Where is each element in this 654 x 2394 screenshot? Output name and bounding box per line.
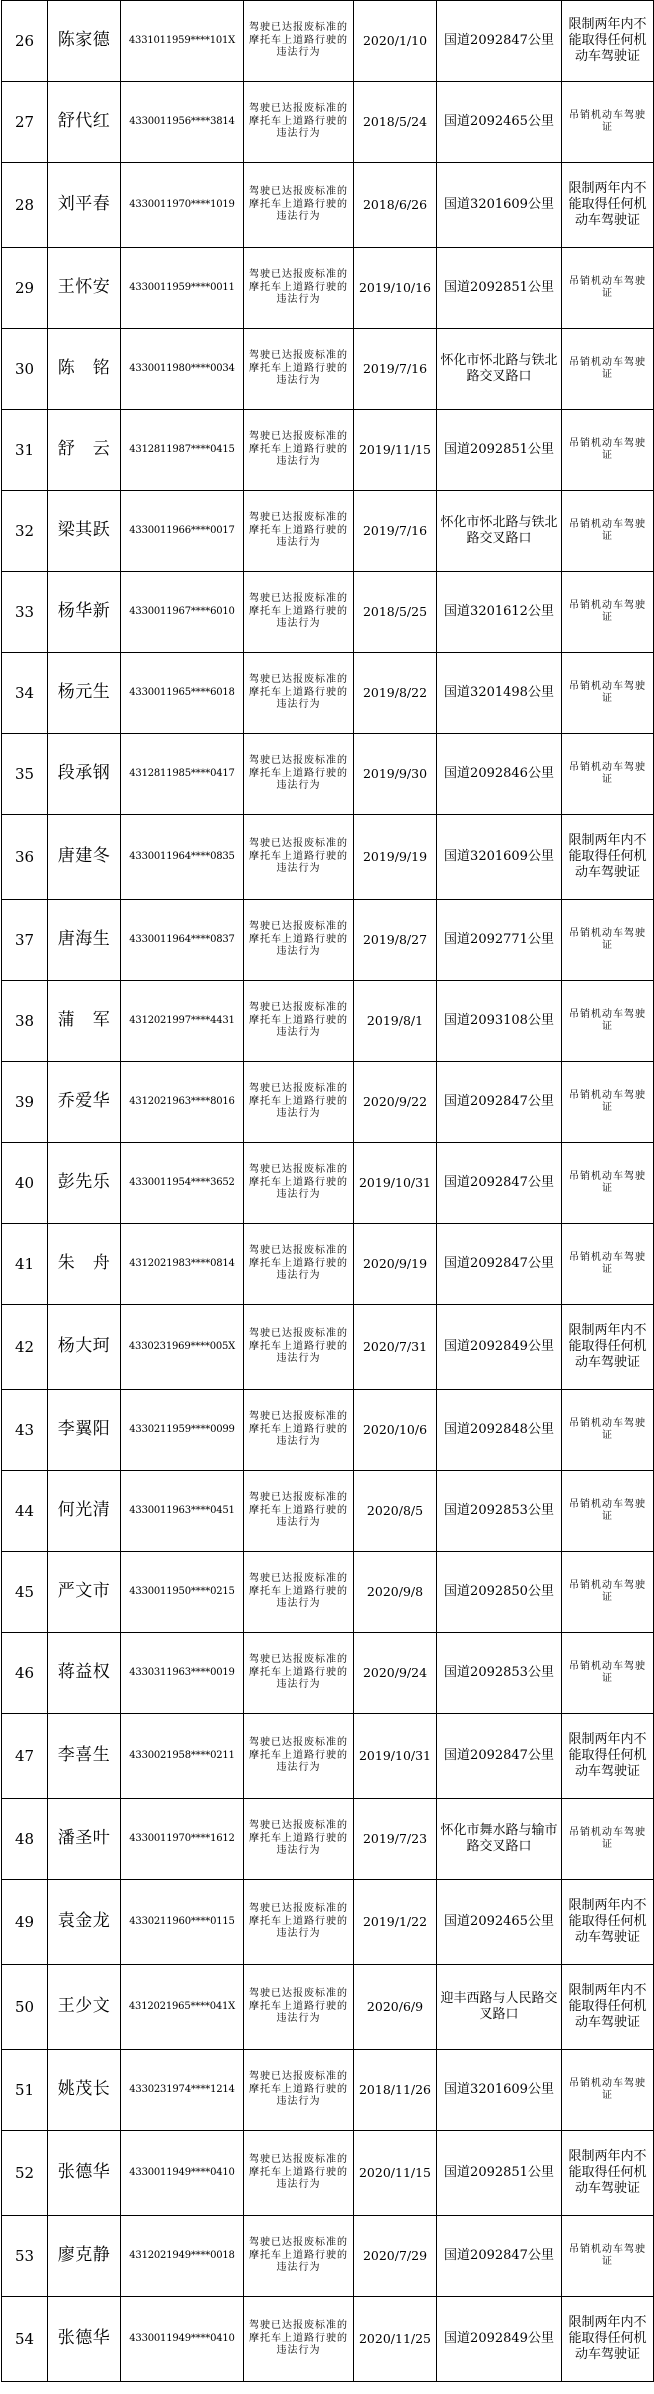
person-name: 李喜生	[48, 1714, 121, 1799]
id-number: 4330011949****0410	[121, 2297, 244, 2382]
row-number: 52	[2, 2131, 48, 2216]
table-row	[2, 2131, 654, 2216]
table-row	[2, 248, 654, 329]
records-body	[2, 1, 654, 2382]
person-name: 姚茂长	[48, 2050, 121, 2131]
row-number: 48	[2, 1799, 48, 1880]
penalty-text: 限制两年内不能取得任何机动车驾驶证	[562, 815, 654, 900]
violation-location: 国道2092853公里	[437, 1471, 562, 1552]
violation-date: 2020/7/29	[354, 2216, 437, 2297]
id-number: 4330011956****3814	[121, 82, 244, 163]
penalty-text: 限制两年内不能取得任何机动车驾驶证	[562, 163, 654, 248]
table-row	[2, 82, 654, 163]
violation-date: 2020/9/24	[354, 1633, 437, 1714]
row-number: 28	[2, 163, 48, 248]
person-name: 刘平春	[48, 163, 121, 248]
violation-text: 驾驶已达报废标准的摩托车上道路行驶的违法行为	[244, 1143, 354, 1224]
violation-date: 2018/11/26	[354, 2050, 437, 2131]
person-name: 舒代红	[48, 82, 121, 163]
violation-location: 迎丰西路与人民路交叉路口	[437, 1965, 562, 2050]
violation-date: 2020/10/6	[354, 1390, 437, 1471]
violation-text: 驾驶已达报废标准的摩托车上道路行驶的违法行为	[244, 1965, 354, 2050]
table-row	[2, 1471, 654, 1552]
table-row	[2, 2050, 654, 2131]
id-number: 4330011980****0034	[121, 329, 244, 410]
row-number: 39	[2, 1062, 48, 1143]
person-name: 李翼阳	[48, 1390, 121, 1471]
table-row	[2, 1, 654, 82]
person-name: 张德华	[48, 2297, 121, 2382]
id-number: 4312021963****8016	[121, 1062, 244, 1143]
row-number: 42	[2, 1305, 48, 1390]
violation-location: 国道2092465公里	[437, 1880, 562, 1965]
penalty-text: 吊销机动车驾驶证	[562, 1552, 654, 1633]
penalty-text: 吊销机动车驾驶证	[562, 1390, 654, 1471]
person-name: 陈 铭	[48, 329, 121, 410]
violation-date: 2019/8/1	[354, 981, 437, 1062]
violation-location: 国道2092847公里	[437, 1224, 562, 1305]
violation-text: 驾驶已达报废标准的摩托车上道路行驶的违法行为	[244, 2297, 354, 2382]
id-number: 4330011970****1612	[121, 1799, 244, 1880]
id-number: 4330011949****0410	[121, 2131, 244, 2216]
violation-text: 驾驶已达报废标准的摩托车上道路行驶的违法行为	[244, 1552, 354, 1633]
person-name: 潘圣叶	[48, 1799, 121, 1880]
violation-location: 国道3201612公里	[437, 572, 562, 653]
row-number: 47	[2, 1714, 48, 1799]
penalty-text: 吊销机动车驾驶证	[562, 734, 654, 815]
violation-location: 国道2092849公里	[437, 2297, 562, 2382]
penalty-text: 限制两年内不能取得任何机动车驾驶证	[562, 2297, 654, 2382]
id-number: 4330011965****6018	[121, 653, 244, 734]
violation-text: 驾驶已达报废标准的摩托车上道路行驶的违法行为	[244, 2050, 354, 2131]
penalty-text: 吊销机动车驾驶证	[562, 1062, 654, 1143]
row-number: 51	[2, 2050, 48, 2131]
violation-location: 国道3201498公里	[437, 653, 562, 734]
row-number: 29	[2, 248, 48, 329]
violation-text: 驾驶已达报废标准的摩托车上道路行驶的违法行为	[244, 900, 354, 981]
violation-date: 2019/9/30	[354, 734, 437, 815]
row-number: 34	[2, 653, 48, 734]
person-name: 段承钢	[48, 734, 121, 815]
violation-date: 2020/6/9	[354, 1965, 437, 2050]
violation-location: 国道3201609公里	[437, 2050, 562, 2131]
id-number: 4330011959****0011	[121, 248, 244, 329]
violation-text: 驾驶已达报废标准的摩托车上道路行驶的违法行为	[244, 410, 354, 491]
violation-text: 驾驶已达报废标准的摩托车上道路行驶的违法行为	[244, 1714, 354, 1799]
row-number: 41	[2, 1224, 48, 1305]
violation-location: 怀化市怀北路与铁北路交叉路口	[437, 329, 562, 410]
records-table	[1, 0, 654, 2382]
row-number: 49	[2, 1880, 48, 1965]
id-number: 4312021997****4431	[121, 981, 244, 1062]
violation-date: 2018/5/25	[354, 572, 437, 653]
table-row	[2, 491, 654, 572]
violation-date: 2020/9/19	[354, 1224, 437, 1305]
violation-text: 驾驶已达报废标准的摩托车上道路行驶的违法行为	[244, 1471, 354, 1552]
table-row	[2, 1799, 654, 1880]
violation-location: 国道2092847公里	[437, 1714, 562, 1799]
violation-location: 国道3201609公里	[437, 163, 562, 248]
penalty-text: 吊销机动车驾驶证	[562, 900, 654, 981]
person-name: 杨元生	[48, 653, 121, 734]
table-row	[2, 1965, 654, 2050]
violation-date: 2018/5/24	[354, 82, 437, 163]
id-number: 4330211960****0115	[121, 1880, 244, 1965]
row-number: 53	[2, 2216, 48, 2297]
person-name: 廖克静	[48, 2216, 121, 2297]
row-number: 40	[2, 1143, 48, 1224]
row-number: 27	[2, 82, 48, 163]
violation-date: 2019/10/31	[354, 1143, 437, 1224]
violation-date: 2018/6/26	[354, 163, 437, 248]
id-number: 4330011967****6010	[121, 572, 244, 653]
id-number: 4312021949****0018	[121, 2216, 244, 2297]
penalty-text: 吊销机动车驾驶证	[562, 572, 654, 653]
person-name: 舒 云	[48, 410, 121, 491]
violation-text: 驾驶已达报废标准的摩托车上道路行驶的违法行为	[244, 82, 354, 163]
row-number: 36	[2, 815, 48, 900]
table-row	[2, 1143, 654, 1224]
table-row	[2, 163, 654, 248]
row-number: 26	[2, 1, 48, 82]
violation-text: 驾驶已达报废标准的摩托车上道路行驶的违法行为	[244, 329, 354, 410]
table-row	[2, 1714, 654, 1799]
person-name: 蒲 军	[48, 981, 121, 1062]
row-number: 37	[2, 900, 48, 981]
violation-location: 国道2092851公里	[437, 410, 562, 491]
violation-location: 国道2092847公里	[437, 1, 562, 82]
violation-text: 驾驶已达报废标准的摩托车上道路行驶的违法行为	[244, 1390, 354, 1471]
violation-date: 2019/9/19	[354, 815, 437, 900]
penalty-text: 限制两年内不能取得任何机动车驾驶证	[562, 2131, 654, 2216]
violation-location: 国道2092851公里	[437, 248, 562, 329]
violation-date: 2020/11/25	[354, 2297, 437, 2382]
row-number: 32	[2, 491, 48, 572]
violation-date: 2020/9/22	[354, 1062, 437, 1143]
violation-text: 驾驶已达报废标准的摩托车上道路行驶的违法行为	[244, 1224, 354, 1305]
id-number: 4330011966****0017	[121, 491, 244, 572]
violation-text: 驾驶已达报废标准的摩托车上道路行驶的违法行为	[244, 653, 354, 734]
id-number: 4330011954****3652	[121, 1143, 244, 1224]
row-number: 54	[2, 2297, 48, 2382]
table-row	[2, 1062, 654, 1143]
violation-location: 国道2092465公里	[437, 82, 562, 163]
row-number: 33	[2, 572, 48, 653]
violation-location: 国道2092847公里	[437, 1143, 562, 1224]
penalty-text: 吊销机动车驾驶证	[562, 410, 654, 491]
table-row	[2, 1224, 654, 1305]
violation-text: 驾驶已达报废标准的摩托车上道路行驶的违法行为	[244, 1633, 354, 1714]
table-row	[2, 329, 654, 410]
violation-date: 2019/8/27	[354, 900, 437, 981]
id-number: 4330011963****0451	[121, 1471, 244, 1552]
violation-location: 国道2092850公里	[437, 1552, 562, 1633]
violation-date: 2020/7/31	[354, 1305, 437, 1390]
person-name: 王少文	[48, 1965, 121, 2050]
violation-location: 国道2092846公里	[437, 734, 562, 815]
violation-location: 国道3201609公里	[437, 815, 562, 900]
table-row	[2, 815, 654, 900]
table-row	[2, 1390, 654, 1471]
row-number: 38	[2, 981, 48, 1062]
id-number: 4312021965****041X	[121, 1965, 244, 2050]
violation-date: 2019/8/22	[354, 653, 437, 734]
violation-location: 国道2092771公里	[437, 900, 562, 981]
violation-text: 驾驶已达报废标准的摩托车上道路行驶的违法行为	[244, 491, 354, 572]
id-number: 4330011964****0835	[121, 815, 244, 900]
penalty-text: 吊销机动车驾驶证	[562, 1471, 654, 1552]
id-number: 4312811985****0417	[121, 734, 244, 815]
person-name: 朱 舟	[48, 1224, 121, 1305]
table-row	[2, 734, 654, 815]
violation-text: 驾驶已达报废标准的摩托车上道路行驶的违法行为	[244, 2131, 354, 2216]
violation-location: 国道2092851公里	[437, 2131, 562, 2216]
table-row	[2, 1552, 654, 1633]
violation-date: 2020/9/8	[354, 1552, 437, 1633]
row-number: 31	[2, 410, 48, 491]
penalty-text: 吊销机动车驾驶证	[562, 491, 654, 572]
table-row	[2, 1633, 654, 1714]
penalty-text: 限制两年内不能取得任何机动车驾驶证	[562, 1714, 654, 1799]
violation-location: 国道2092847公里	[437, 2216, 562, 2297]
violation-date: 2020/8/5	[354, 1471, 437, 1552]
person-name: 唐海生	[48, 900, 121, 981]
violation-location: 怀化市舞水路与输市路交叉路口	[437, 1799, 562, 1880]
penalty-text: 吊销机动车驾驶证	[562, 248, 654, 329]
violation-text: 驾驶已达报废标准的摩托车上道路行驶的违法行为	[244, 572, 354, 653]
violation-text: 驾驶已达报废标准的摩托车上道路行驶的违法行为	[244, 1, 354, 82]
penalty-text: 吊销机动车驾驶证	[562, 1799, 654, 1880]
penalty-text: 吊销机动车驾驶证	[562, 981, 654, 1062]
violation-location: 国道2093108公里	[437, 981, 562, 1062]
table-row	[2, 981, 654, 1062]
violation-text: 驾驶已达报废标准的摩托车上道路行驶的违法行为	[244, 1062, 354, 1143]
violation-location: 国道2092849公里	[437, 1305, 562, 1390]
violation-text: 驾驶已达报废标准的摩托车上道路行驶的违法行为	[244, 981, 354, 1062]
person-name: 陈家德	[48, 1, 121, 82]
person-name: 彭先乐	[48, 1143, 121, 1224]
violation-date: 2019/7/16	[354, 329, 437, 410]
person-name: 袁金龙	[48, 1880, 121, 1965]
row-number: 43	[2, 1390, 48, 1471]
violation-location: 国道2092847公里	[437, 1062, 562, 1143]
row-number: 50	[2, 1965, 48, 2050]
table-row	[2, 1880, 654, 1965]
id-number: 4331011959****101X	[121, 1, 244, 82]
table-row	[2, 2297, 654, 2382]
violation-location: 国道2092848公里	[437, 1390, 562, 1471]
row-number: 44	[2, 1471, 48, 1552]
row-number: 46	[2, 1633, 48, 1714]
row-number: 35	[2, 734, 48, 815]
penalty-text: 吊销机动车驾驶证	[562, 1143, 654, 1224]
person-name: 乔爱华	[48, 1062, 121, 1143]
table-row	[2, 410, 654, 491]
id-number: 4330231969****005X	[121, 1305, 244, 1390]
row-number: 45	[2, 1552, 48, 1633]
person-name: 王怀安	[48, 248, 121, 329]
penalty-text: 吊销机动车驾驶证	[562, 82, 654, 163]
person-name: 严文市	[48, 1552, 121, 1633]
penalty-text: 限制两年内不能取得任何机动车驾驶证	[562, 1965, 654, 2050]
penalty-text: 限制两年内不能取得任何机动车驾驶证	[562, 1880, 654, 1965]
id-number: 4330021958****0211	[121, 1714, 244, 1799]
person-name: 杨华新	[48, 572, 121, 653]
person-name: 何光清	[48, 1471, 121, 1552]
person-name: 梁其跃	[48, 491, 121, 572]
id-number: 4330011950****0215	[121, 1552, 244, 1633]
id-number: 4330311963****0019	[121, 1633, 244, 1714]
penalty-text: 吊销机动车驾驶证	[562, 329, 654, 410]
violation-date: 2019/11/15	[354, 410, 437, 491]
violation-text: 驾驶已达报废标准的摩托车上道路行驶的违法行为	[244, 1305, 354, 1390]
violation-text: 驾驶已达报废标准的摩托车上道路行驶的违法行为	[244, 1880, 354, 1965]
table-row	[2, 653, 654, 734]
violation-date: 2019/7/16	[354, 491, 437, 572]
table-row	[2, 2216, 654, 2297]
id-number: 4330231974****1214	[121, 2050, 244, 2131]
violation-text: 驾驶已达报废标准的摩托车上道路行驶的违法行为	[244, 1799, 354, 1880]
violation-date: 2019/7/23	[354, 1799, 437, 1880]
id-number: 4330011970****1019	[121, 163, 244, 248]
violation-date: 2019/10/16	[354, 248, 437, 329]
table-row	[2, 1305, 654, 1390]
id-number: 4312811987****0415	[121, 410, 244, 491]
id-number: 4330211959****0099	[121, 1390, 244, 1471]
table-row	[2, 572, 654, 653]
penalty-text: 吊销机动车驾驶证	[562, 2216, 654, 2297]
violation-location: 国道2092853公里	[437, 1633, 562, 1714]
penalty-text: 吊销机动车驾驶证	[562, 1633, 654, 1714]
id-number: 4312021983****0814	[121, 1224, 244, 1305]
violation-date: 2020/1/10	[354, 1, 437, 82]
violation-date: 2019/1/22	[354, 1880, 437, 1965]
penalty-text: 限制两年内不能取得任何机动车驾驶证	[562, 1, 654, 82]
person-name: 杨大珂	[48, 1305, 121, 1390]
id-number: 4330011964****0837	[121, 900, 244, 981]
violation-text: 驾驶已达报废标准的摩托车上道路行驶的违法行为	[244, 163, 354, 248]
violation-text: 驾驶已达报废标准的摩托车上道路行驶的违法行为	[244, 2216, 354, 2297]
person-name: 蒋益权	[48, 1633, 121, 1714]
violation-date: 2020/11/15	[354, 2131, 437, 2216]
violation-text: 驾驶已达报废标准的摩托车上道路行驶的违法行为	[244, 248, 354, 329]
penalty-text: 限制两年内不能取得任何机动车驾驶证	[562, 1305, 654, 1390]
person-name: 唐建冬	[48, 815, 121, 900]
table-row	[2, 900, 654, 981]
person-name: 张德华	[48, 2131, 121, 2216]
violation-date: 2019/10/31	[354, 1714, 437, 1799]
violation-location: 怀化市怀北路与铁北路交叉路口	[437, 491, 562, 572]
penalty-text: 吊销机动车驾驶证	[562, 1224, 654, 1305]
violation-text: 驾驶已达报废标准的摩托车上道路行驶的违法行为	[244, 734, 354, 815]
penalty-text: 吊销机动车驾驶证	[562, 2050, 654, 2131]
penalty-text: 吊销机动车驾驶证	[562, 653, 654, 734]
row-number: 30	[2, 329, 48, 410]
violation-text: 驾驶已达报废标准的摩托车上道路行驶的违法行为	[244, 815, 354, 900]
